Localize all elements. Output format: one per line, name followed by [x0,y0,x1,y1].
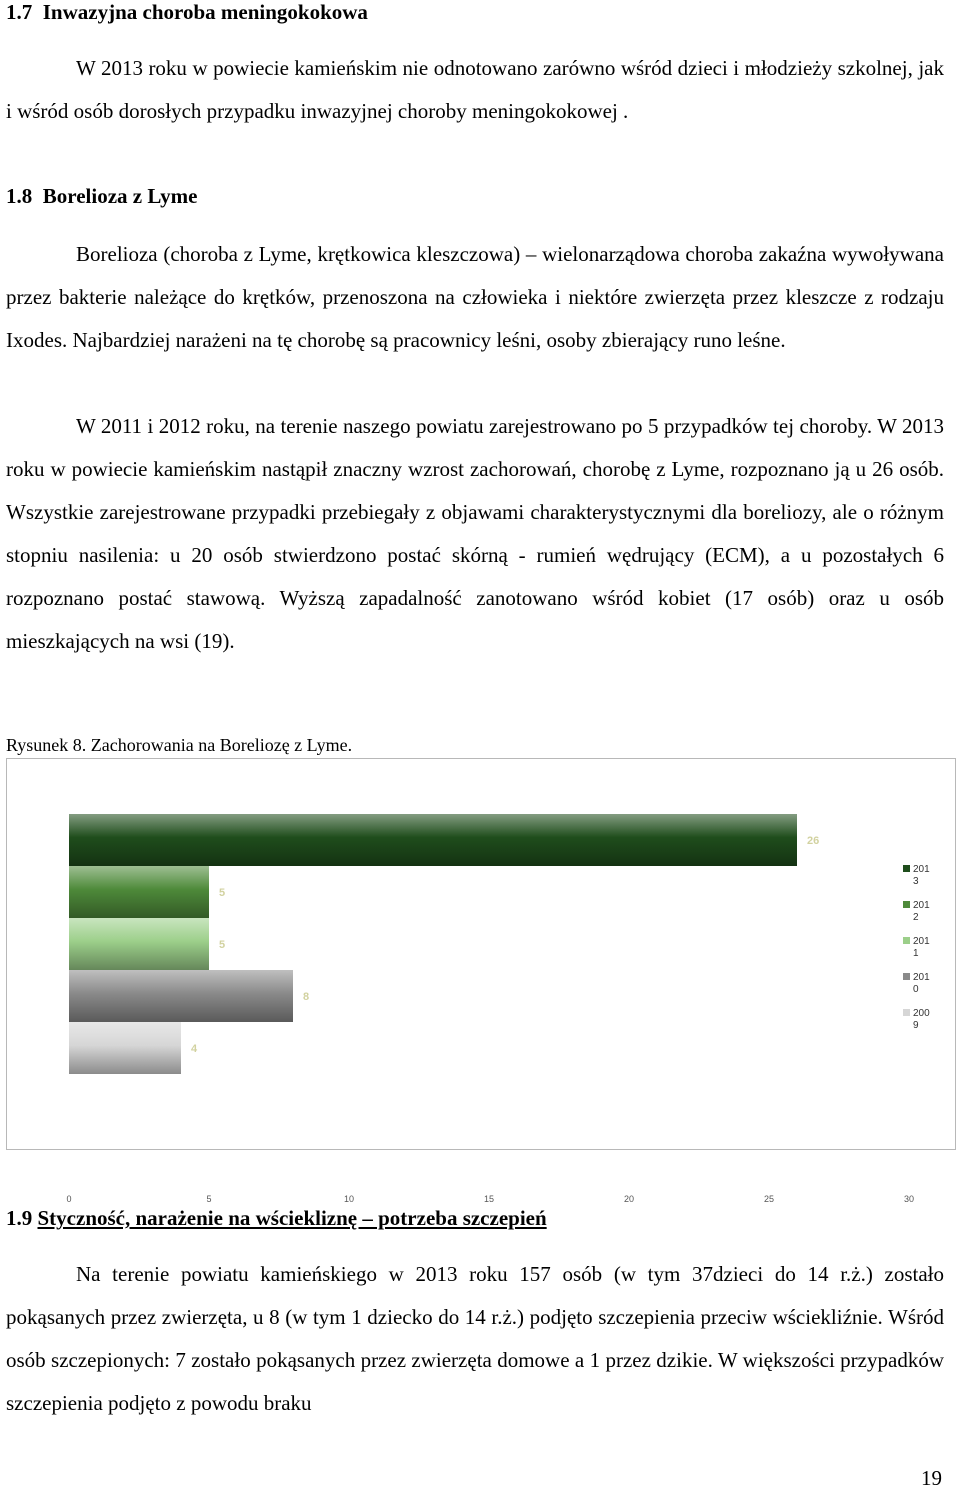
section-title: Styczność, narażenie na wściekliznę – potrzeba szczepień [37,1206,547,1230]
section-number: 1.9 [6,1206,33,1230]
legend-label: 201 [913,972,930,983]
paragraph-borreliosis-definition [6,233,944,362]
bar-value-label: 26 [807,835,820,847]
paragraph-meningococcal [6,47,944,133]
legend-swatch [903,1009,910,1016]
bar-value-label: 8 [303,991,310,1003]
legend-label: 9 [913,1020,919,1031]
x-tick-label: 15 [483,1194,495,1204]
legend-label: 201 [913,900,930,911]
paragraph-text: W 2011 i 2012 roku, na terenie naszego powiatu zarejestrowano po 5 przypadków tej choroby. W 2013 roku w powiecie kamieńskim nastąpił znaczny wzrost zachorowań, chorobę z Lyme, rozpoznano ją u 26 osób. Wszystkie zarejestrowane przypadki przebiegały z objawami charakterystycznymi dla boreliozy, ale o różnym stopniu nasilenia: u 20 osób stwierdzono postać skórną - rumień wędrujący (ECM), a u pozostałych 6 rozpoznano postać stawową. Wyższą zapadalność zanotowano wśród kobiet (17 osób) oraz u osób mieszkających na wsi (19). [6,414,944,653]
lyme-chart-svg [7,759,955,1204]
paragraph-text: Borelioza (choroba z Lyme, krętkowica kleszczowa) – wielonarządowa choroba zakaźna wywoływana przez bakterie należące do krętków, przenoszona na człowieka i niektóre zwierzęta przez kleszcze z rodzaju Ixodes. Najbardziej narażeni na tę chorobę są pracownicy leśni, osoby zbierający runo leśne. [6,242,944,352]
lyme-chart [6,758,956,1204]
legend-label: 201 [913,936,930,947]
bar-2012 [69,866,209,918]
paragraph-rabies [6,1253,944,1425]
legend-swatch [903,973,910,980]
section-title: Borelioza z Lyme [42,184,198,208]
section-number: 1.8 [6,184,33,208]
x-tick-label: 10 [343,1194,355,1204]
paragraph-borreliosis-cases [6,405,944,663]
x-tick-label: 0 [66,1194,72,1204]
x-tick-label: 25 [763,1194,775,1204]
legend-label: 2 [913,912,919,923]
bar-2013 [69,814,797,866]
legend-swatch [903,901,910,908]
bar-value-label: 4 [191,1043,198,1055]
section-heading-1-8 [6,184,198,209]
x-axis [66,1194,914,1204]
figure-caption: Rysunek 8. Zachorowania na Boreliozę z Lyme. [6,735,353,755]
legend-label: 0 [913,984,919,995]
x-tick-label: 30 [903,1194,915,1204]
bar-2010 [69,970,293,1022]
section-number: 1.7 [6,0,33,24]
legend-label: 1 [913,948,919,959]
section-title: Inwazyjna choroba meningokokowa [42,0,368,24]
page-number: 19 [921,1466,942,1490]
legend-swatch [903,865,910,872]
bar-2009 [69,1022,181,1074]
legend-label: 3 [913,876,919,887]
bar-2011 [69,918,209,970]
bar-value-label: 5 [219,939,226,951]
section-heading-1-7 [6,0,368,25]
bar-value-label: 5 [219,887,226,899]
legend-label: 201 [913,864,930,875]
paragraph-text: Na terenie powiatu kamieńskiego w 2013 roku 157 osób (w tym 37dzieci do 14 r.ż.) zostało pokąsanych przez zwierzęta, u 8 (w tym 1 dziecko do 14 r.ż.) podjęto szczepienia przeciw wściekliźnie. Wśród osób szczepionych: 7 zostało pokąsanych przez zwierzęta domowe a 1 przez dzikie. W większości przypadków szczepienia podjęto z powodu braku [6,1262,944,1415]
section-heading-1-9 [6,1206,547,1231]
bars-layer [69,814,819,1074]
x-tick-label: 20 [623,1194,635,1204]
x-tick-label: 5 [206,1194,212,1204]
paragraph-text: W 2013 roku w powiecie kamieńskim nie odnotowano zarówno wśród dzieci i młodzieży szkolnej, jak i wśród osób dorosłych przypadku inwazyjnej choroby meningokokowej . [6,56,944,123]
legend-label: 200 [913,1008,930,1019]
legend [903,864,930,1031]
legend-swatch [903,937,910,944]
